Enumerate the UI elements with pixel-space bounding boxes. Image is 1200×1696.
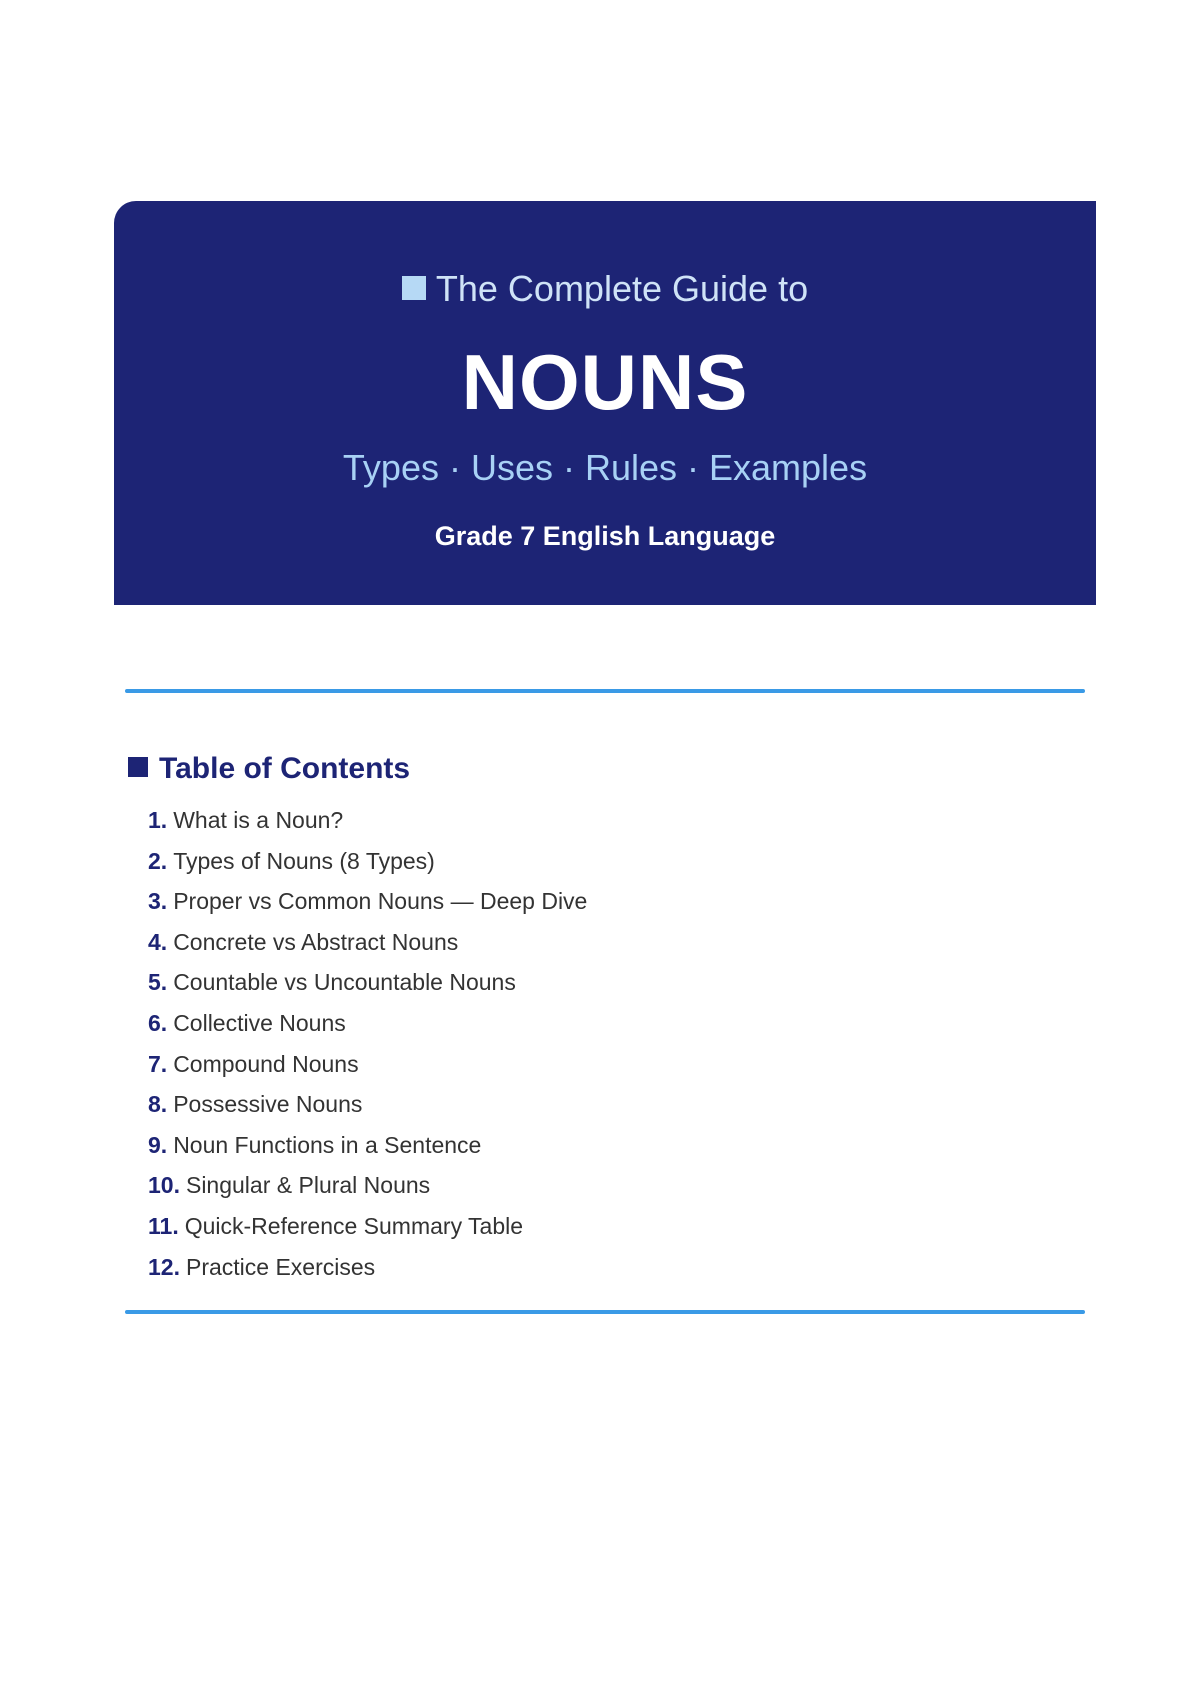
- toc-item-number: 11.: [148, 1212, 179, 1239]
- toc-item-number: 4.: [148, 928, 168, 955]
- toc-item[interactable]: [148, 966, 587, 1007]
- toc-item-label: Singular & Plural Nouns: [185, 1172, 431, 1199]
- page-title: NOUNS: [461, 338, 749, 426]
- toc-item-label: Countable vs Uncountable Nouns: [173, 969, 516, 996]
- toc-heading: [128, 754, 410, 784]
- toc-item-label: Compound Nouns: [173, 1050, 359, 1077]
- square-bullet-icon: [128, 757, 148, 777]
- toc-item-label: Proper vs Common Nouns — Deep Dive: [173, 888, 588, 915]
- toc-item-label: Collective Nouns: [173, 1009, 346, 1036]
- toc-item[interactable]: [148, 1169, 587, 1210]
- banner-subtitle: Types · Uses · Rules · Examples: [342, 447, 868, 488]
- toc-item-number: 10.: [148, 1172, 180, 1199]
- toc-item[interactable]: [148, 1048, 587, 1089]
- toc-list: [148, 804, 587, 1291]
- toc-item-label: Possessive Nouns: [173, 1091, 363, 1118]
- toc-item-number: 8.: [148, 1091, 168, 1118]
- toc-item-label: Quick-Reference Summary Table: [184, 1212, 524, 1239]
- toc-item-number: 5.: [148, 969, 168, 996]
- toc-heading-text: Table of Contents: [159, 752, 411, 785]
- toc-item-label: Noun Functions in a Sentence: [173, 1131, 482, 1158]
- toc-item[interactable]: [148, 1129, 587, 1170]
- toc-item-number: 7.: [148, 1050, 168, 1077]
- toc-item-number: 2.: [148, 847, 168, 874]
- toc-item-number: 12.: [148, 1253, 180, 1280]
- toc-item[interactable]: [148, 926, 587, 967]
- toc-item[interactable]: [148, 1088, 587, 1129]
- toc-item-label: What is a Noun?: [173, 807, 344, 833]
- toc-item[interactable]: [148, 1251, 587, 1292]
- toc-item-number: 3.: [148, 888, 168, 915]
- banner-pretitle-text: The Complete Guide to: [435, 268, 809, 309]
- title-banner: [114, 201, 1096, 605]
- divider-top: [125, 689, 1085, 693]
- toc-item-label: Practice Exercises: [185, 1253, 376, 1280]
- toc-item-number: 9.: [148, 1131, 168, 1158]
- toc-item-number: 6.: [148, 1009, 168, 1036]
- toc-item[interactable]: [148, 1007, 587, 1048]
- toc-item-number: 1.: [148, 807, 168, 833]
- square-bullet-icon: [402, 276, 426, 300]
- divider-bottom: [125, 1310, 1085, 1314]
- banner-pretitle: [114, 268, 1096, 309]
- toc-item[interactable]: [148, 885, 587, 926]
- grade-label: Grade 7 English Language: [434, 521, 776, 551]
- toc-item-label: Concrete vs Abstract Nouns: [173, 928, 459, 955]
- toc-item-label: Types of Nouns (8 Types): [173, 847, 435, 874]
- toc-item[interactable]: [148, 804, 587, 845]
- toc-item[interactable]: [148, 1210, 587, 1251]
- toc-item[interactable]: [148, 845, 587, 886]
